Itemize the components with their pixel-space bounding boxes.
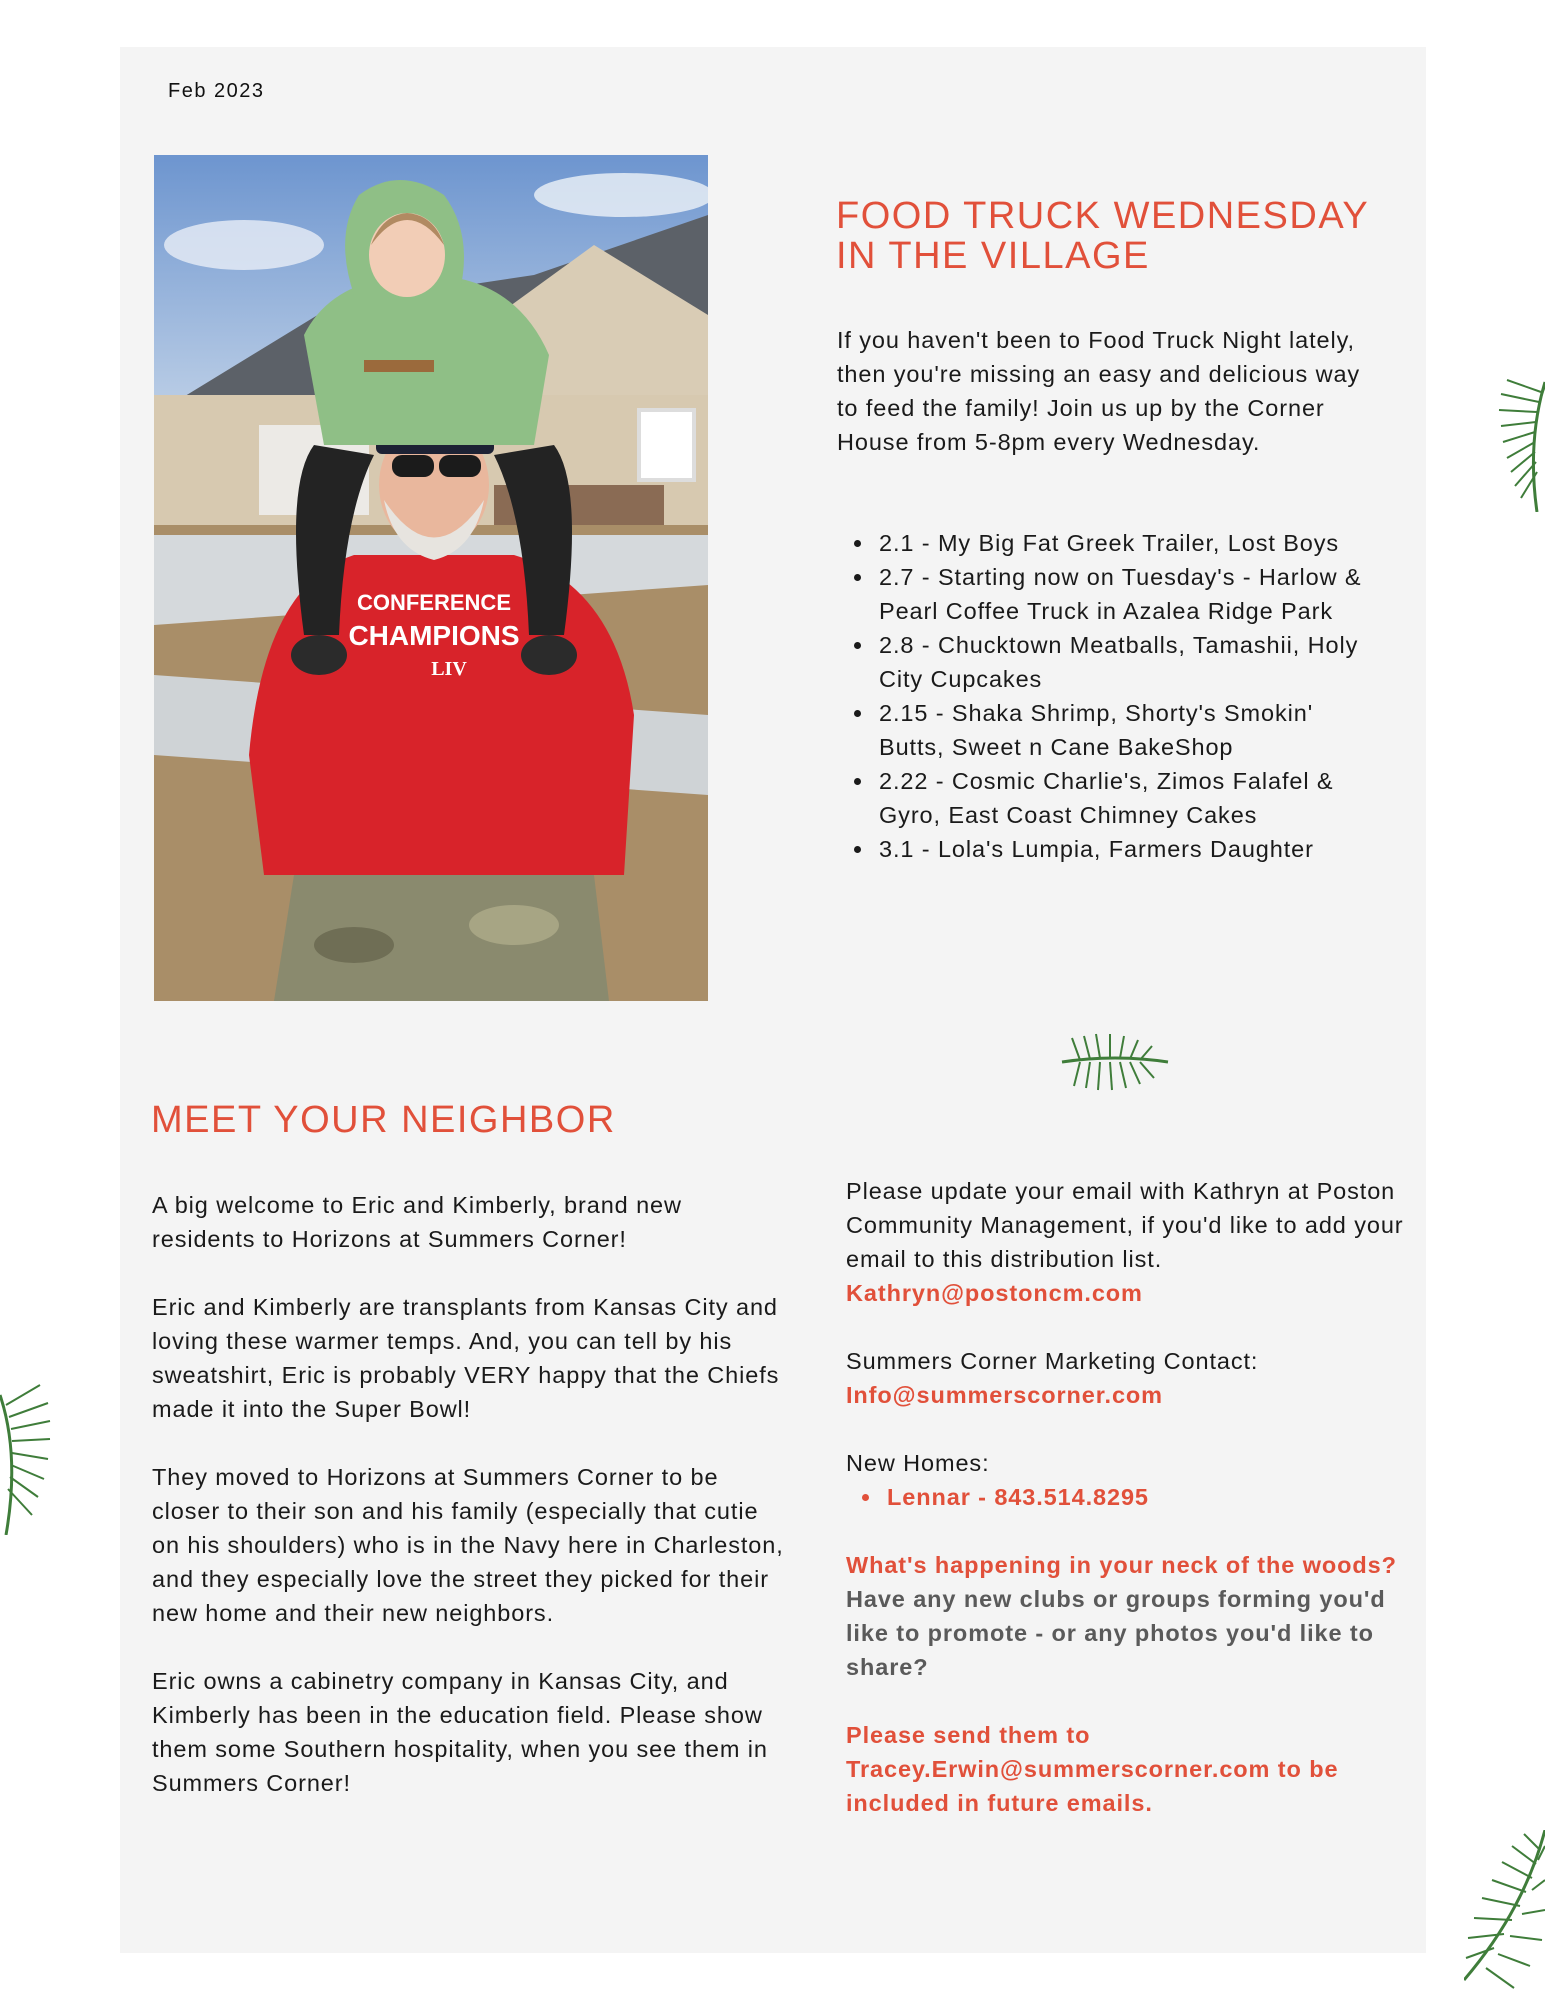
email-update-text: Please update your email with Kathryn at Poston Community Management, if you'd like to add your email to this distribution list.: [846, 1178, 1404, 1272]
send-photos-text: Please send them to Tracey.Erwin@summerscorner.com to be included in future emails.: [846, 1722, 1339, 1816]
neighbor-paragraph: They moved to Horizons at Summers Corner to be closer to their son and his family (especially that cutie on his shoulders) who is in the Navy here in Charleston, and they especially love the street they picked for their new home and their new neighbors.: [152, 1464, 784, 1626]
meet-neighbor-title: MEET YOUR NEIGHBOR: [151, 1099, 616, 1141]
sweatshirt-text-3: LIV: [431, 658, 467, 680]
palm-leaf-icon: [1464, 1830, 1545, 2000]
happening-question: What's happening in your neck of the woods?: [846, 1552, 1397, 1578]
schedule-item: 3.1 - Lola's Lumpia, Farmers Daughter: [879, 832, 1377, 866]
email-update-block: [846, 1174, 1406, 1310]
schedule-item: 2.7 - Starting now on Tuesday's - Harlow & Pearl Coffee Truck in Azalea Ridge Park: [879, 560, 1377, 628]
builders-list: [846, 1480, 1406, 1514]
palm-leaf-icon: [1497, 372, 1545, 512]
new-homes-label: New Homes:: [846, 1450, 990, 1476]
food-truck-title: FOOD TRUCK WEDNESDAY IN THE VILLAGE: [836, 195, 1369, 277]
sweatshirt-text-2: CHAMPIONS: [348, 620, 520, 651]
neighbor-article: [152, 1188, 792, 1834]
happening-detail: Have any new clubs or groups forming you'd like to promote - or any photos you'd like to share?: [846, 1586, 1386, 1680]
builder-item: Lennar - 843.514.8295: [887, 1480, 1406, 1514]
marketing-label: Summers Corner Marketing Contact:: [846, 1348, 1259, 1374]
marketing-block: [846, 1344, 1406, 1412]
schedule-item: 2.15 - Shaka Shrimp, Shorty's Smokin' Butts, Sweet n Cane BakeShop: [879, 696, 1377, 764]
family-photo: [154, 155, 708, 1001]
issue-date: Feb 2023: [168, 80, 265, 102]
schedule-item: 2.8 - Chucktown Meatballs, Tamashii, Holy City Cupcakes: [879, 628, 1377, 696]
schedule-item: 2.22 - Cosmic Charlie's, Zimos Falafel & Gyro, East Coast Chimney Cakes: [879, 764, 1377, 832]
sweatshirt-text-1: CONFERENCE: [356, 590, 512, 615]
neighbor-paragraph: A big welcome to Eric and Kimberly, brand new residents to Horizons at Summers Corner!: [152, 1192, 682, 1252]
neighbor-paragraph: Eric and Kimberly are transplants from Kansas City and loving these warmer temps. And, you can tell by his sweatshirt, Eric is probably VERY happy that the Chiefs made it into the Super Bowl!: [152, 1294, 780, 1422]
happening-block: [846, 1548, 1406, 1684]
palm-leaf-icon: [0, 1375, 52, 1535]
marketing-email-link[interactable]: Info@summerscorner.com: [846, 1382, 1163, 1408]
food-truck-intro: If you haven't been to Food Truck Night lately, then you're missing an easy and delicious way to feed the family! Join us up by the Corner House from 5-8pm every Wednesday.: [837, 327, 1361, 455]
contact-section: [846, 1174, 1406, 1854]
palm-leaf-icon: [1060, 1032, 1170, 1092]
schedule-item: 2.1 - My Big Fat Greek Trailer, Lost Boys: [879, 526, 1377, 560]
food-truck-schedule: [837, 526, 1377, 866]
kathryn-email-link[interactable]: Kathryn@postoncm.com: [846, 1280, 1143, 1306]
neighbor-paragraph: Eric owns a cabinetry company in Kansas City, and Kimberly has been in the education field. Please show them some Southern hospitality, when you see them in Summers Corner!: [152, 1668, 768, 1796]
